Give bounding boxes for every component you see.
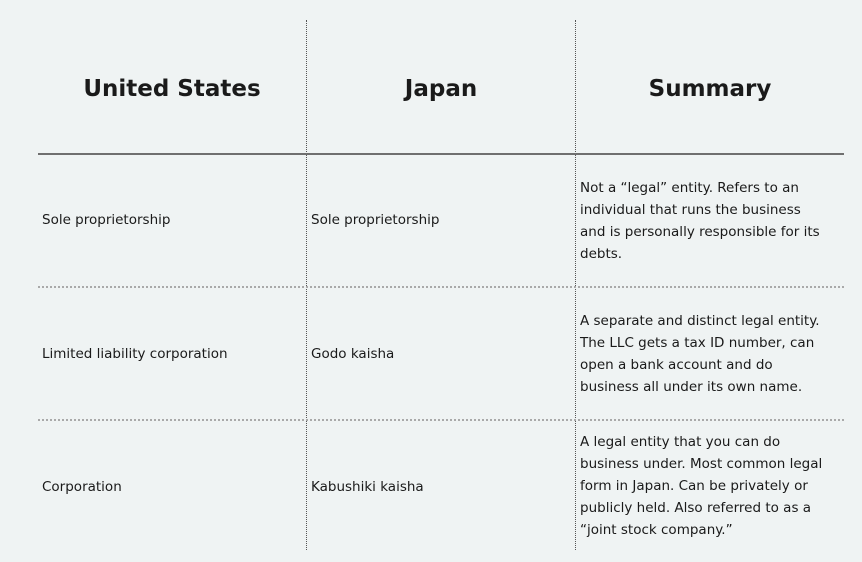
header-summary: Summary xyxy=(648,76,772,102)
header-divider xyxy=(38,153,844,155)
summary-line: “joint stock company.” xyxy=(580,522,733,538)
summary-line: publicly held. Also referred to as a xyxy=(580,500,812,516)
cell-summary xyxy=(580,177,830,265)
summary-line: form in Japan. Can be privately or xyxy=(580,478,808,494)
header-united-states: United States xyxy=(83,76,261,102)
cell-japan-entity: Kabushiki kaisha xyxy=(311,479,424,495)
cell-summary xyxy=(580,431,830,541)
summary-line: Not a “legal” entity. Refers to an xyxy=(580,180,799,196)
summary-line: individual that runs the business xyxy=(580,202,801,218)
summary-line: business under. Most common legal xyxy=(580,456,823,472)
summary-line: debts. xyxy=(580,246,623,262)
cell-japan-entity: Godo kaisha xyxy=(311,346,395,362)
summary-line: A separate and distinct legal entity. xyxy=(580,313,820,329)
header-japan: Japan xyxy=(404,76,478,102)
row-divider xyxy=(38,419,844,421)
cell-us-entity: Limited liability corporation xyxy=(42,346,228,362)
cell-summary xyxy=(580,310,830,398)
summary-line: business all under its own name. xyxy=(580,379,803,395)
cell-us-entity: Sole proprietorship xyxy=(42,212,171,228)
cell-us-entity: Corporation xyxy=(42,479,122,495)
summary-line: open a bank account and do xyxy=(580,357,773,373)
cell-japan-entity: Sole proprietorship xyxy=(311,212,440,228)
summary-line: The LLC gets a tax ID number, can xyxy=(580,335,815,351)
summary-line: and is personally responsible for its xyxy=(580,224,820,240)
row-divider xyxy=(38,286,844,288)
summary-line: A legal entity that you can do xyxy=(580,434,781,450)
